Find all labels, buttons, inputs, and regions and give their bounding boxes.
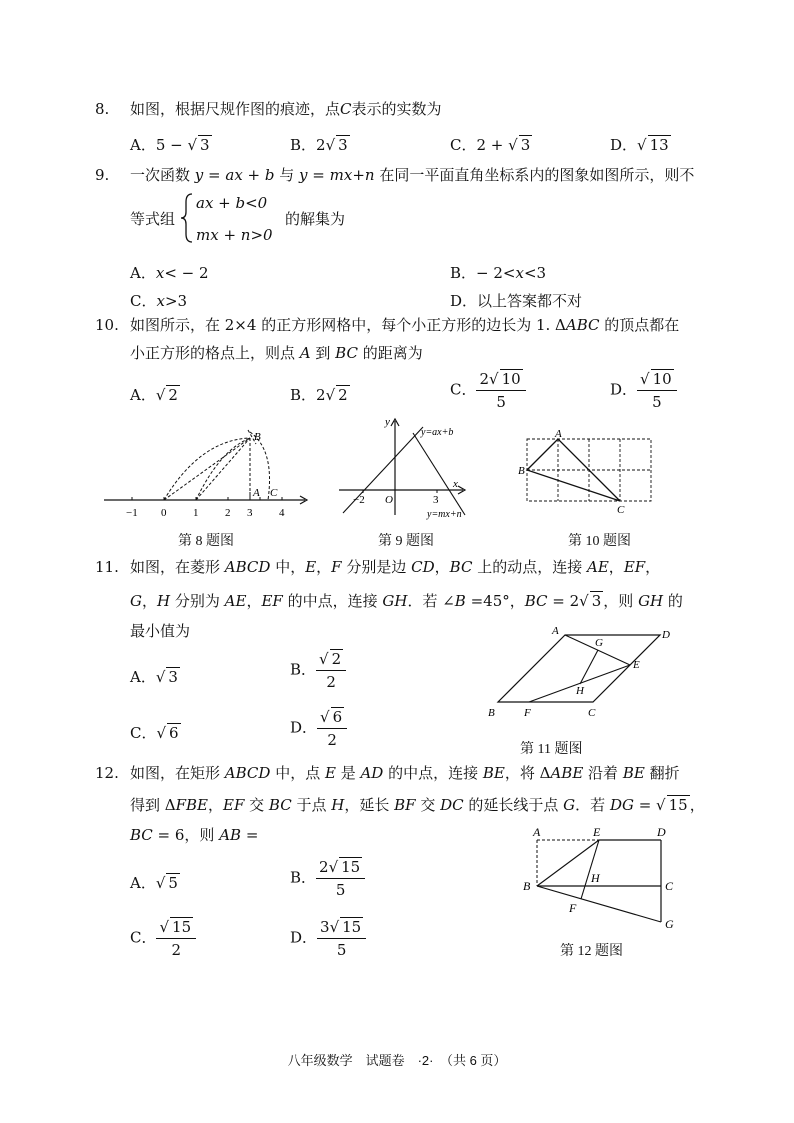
q10-option-b: B．2√ 2 <box>290 386 348 404</box>
fig11-point-label: G <box>595 637 603 649</box>
q12-stem-line2: 得到 ΔFBE，EF 交 BC 于点 H，延长 BF 交 DC 的延长线于点 G．若 DG = √ 15 ， <box>130 796 705 814</box>
fig8-tick-label: 0 <box>161 507 167 519</box>
q8-stem: 如图，根据尺规作图的痕迹，点C表示的实数为 <box>130 100 442 118</box>
brace-icon <box>178 192 196 244</box>
q11-stem-line2: G，H 分别为 AE，EF 的中点，连接 GH．若 ∠B =45°，BC = 2√ 3 ，则 GH 的 <box>130 592 683 610</box>
fig9-axis-label: y <box>385 416 390 428</box>
figure-9 <box>335 415 485 523</box>
fig9-axis-label: O <box>385 494 393 506</box>
q12-option-b: B． $\frac{2√ 15}{5}$ <box>290 858 365 899</box>
q10-stem-line2: 小正方形的格点上，则点 A 到 BC 的距离为 <box>130 344 423 362</box>
fig8-caption: 第 8 题图 <box>178 534 234 549</box>
q9-option-d: D．以上答案都不对 <box>450 292 583 310</box>
fig8-point-label: A <box>253 487 260 499</box>
q9-number: 9. <box>95 166 110 184</box>
fig12-point-label: A <box>533 825 541 839</box>
q10-option-d: D． $\frac{√ 10}{5}$ <box>610 370 677 411</box>
fig8-tick-label: −1 <box>126 507 138 519</box>
q9-option-b: B．− 2<x<3 <box>450 264 547 282</box>
figure-8 <box>100 420 310 520</box>
fig8-tick-label: 4 <box>279 507 285 519</box>
figure-11 <box>480 622 680 722</box>
fig9-axis-label: x <box>453 478 458 490</box>
fig12-point-label: C <box>665 879 674 893</box>
q9-option-a: A．x< − 2 <box>130 264 209 282</box>
q9-ineq2: mx + n>0 <box>196 226 273 244</box>
q10-option-c: C． $\frac{2√ 10}{5}$ <box>450 370 526 411</box>
q9-option-c: C．x>3 <box>130 292 188 310</box>
fig12-caption: 第 12 题图 <box>560 944 623 959</box>
q12-option-d: D． $\frac{3√ 15}{5}$ <box>290 918 366 959</box>
fig12-point-label: D <box>657 825 666 839</box>
q12-option-c: C． $\frac{√ 15}{2}$ <box>130 918 196 959</box>
fig10-point-label: B <box>518 465 525 477</box>
q11-option-c: C．√ 6 <box>130 724 179 742</box>
fig9-line-label: y=mx+n <box>427 509 462 520</box>
q12-stem-line3: BC = 6，则 AB = <box>130 826 259 844</box>
fig11-point-label: A <box>552 625 559 637</box>
fig11-caption: 第 11 题图 <box>520 742 583 757</box>
fig9-tick-label: 3 <box>433 494 439 506</box>
q11-option-a: A．√ 3 <box>130 668 178 686</box>
fig12-point-label: G <box>665 917 674 931</box>
q11-stem-line3: 最小值为 <box>130 622 191 640</box>
fig9-caption: 第 9 题图 <box>378 534 434 549</box>
q10-stem-line1: 如图所示，在 2×4 的正方形网格中，每个小正方形的边长为 1. ΔABC 的顶点都在 <box>130 316 680 334</box>
q12-option-a: A．√ 5 <box>130 874 178 892</box>
q10-option-a: A．√ 2 <box>130 386 178 404</box>
q8-option-b: B．2√ 3 <box>290 136 348 154</box>
q12-number: 12. <box>95 764 119 782</box>
fig10-caption: 第 10 题图 <box>568 534 631 549</box>
q8-option-a: A．5 − √ 3 <box>130 136 210 154</box>
fig8-point-label: B <box>254 431 261 443</box>
fig9-line-label: y=ax+b <box>421 427 454 438</box>
fig12-point-label: B <box>523 879 531 893</box>
fig9-tick-label: −2 <box>353 494 365 506</box>
fig8-tick-label: 3 <box>247 507 253 519</box>
q11-number: 11. <box>95 558 119 576</box>
q8-number: 8. <box>95 100 110 118</box>
fig11-point-label: C <box>588 707 596 719</box>
fig10-point-label: C <box>617 504 625 515</box>
q8-option-c: C．2 + √ 3 <box>450 136 531 154</box>
q12-stem-line1: 如图，在矩形 ABCD 中，点 E 是 AD 的中点，连接 BE，将 ΔABE 沿着 BE 翻折 <box>130 764 680 782</box>
q11-stem-line1: 如图，在菱形 ABCD 中，E，F 分别是边 CD，BC 上的动点，连接 AE，EF， <box>130 558 661 576</box>
fig8-tick-label: 2 <box>225 507 231 519</box>
q9-stem-line1: 一次函数 y = ax + b 与 y = mx+n 在同一平面直角坐标系内的图象如图所示，则不 <box>130 166 695 184</box>
q11-option-d: D． $\frac{√ 6}{2}$ <box>290 708 347 749</box>
fig11-point-label: E <box>633 659 640 671</box>
fig11-point-label: F <box>524 707 531 719</box>
q10-number: 10. <box>95 316 119 334</box>
fig11-point-label: H <box>576 685 584 697</box>
page-footer: 八年级数学 试题卷 ·2· （共 6 页） <box>287 1053 507 1068</box>
fig11-point-label: D <box>662 629 670 641</box>
fig11-point-label: B <box>488 707 495 719</box>
q9-stem-line2-suffix: 的解集为 <box>285 210 346 228</box>
q9-stem-line2-prefix: 等式组 <box>130 210 176 228</box>
q8-option-d: D．√ 13 <box>610 136 669 154</box>
fig12-point-label: F <box>569 901 577 915</box>
fig8-tick-label: 1 <box>193 507 199 519</box>
q9-ineq1: ax + b<0 <box>196 194 268 212</box>
fig8-point-label: C <box>270 487 278 499</box>
figure-10 <box>515 425 665 515</box>
q11-option-b: B． $\frac{√ 2}{2}$ <box>290 650 346 691</box>
fig12-point-label: E <box>593 825 601 839</box>
figure-12 <box>515 822 685 937</box>
fig12-point-label: H <box>591 871 600 885</box>
fig10-point-label: A <box>555 428 562 440</box>
